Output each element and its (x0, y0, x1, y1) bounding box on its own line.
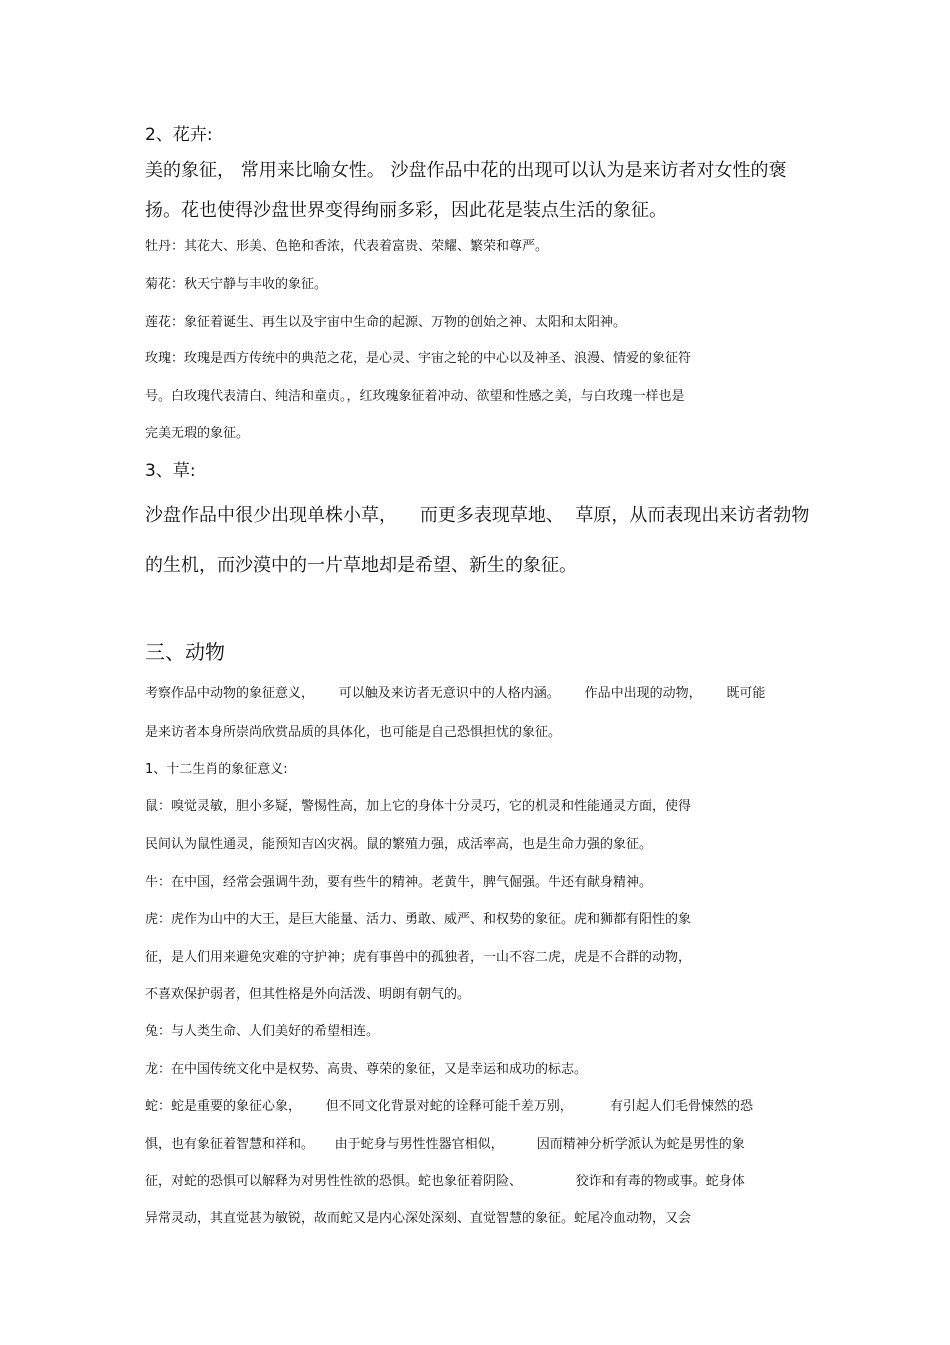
paragraph-line: 沙盘作品中很少出现单株小草， 而更多表现草地、 草原，从而表现出来访者勃物 (145, 505, 810, 526)
section-heading-grass: 3、草: (145, 461, 196, 481)
list-item: 号。白玫瑰代表清白、纯洁和童贞。，红玫瑰象征着冲动、欲望和性感之美，与白玫瑰一样也是 (145, 389, 685, 404)
list-item: 虎：虎作为山中的大王，是巨大能量、活力、勇敢、威严、和权势的象征。虎和狮都有阳性的象 (145, 912, 692, 927)
section-heading-animals: 三、动物 (145, 640, 225, 664)
list-item: 蛇：蛇是重要的象征心象， 但不同文化背景对蛇的诠释可能千差万别， 有引起人们毛骨悚然的恐 (145, 1099, 753, 1114)
paragraph-line: 的生机，而沙漠中的一片草地却是希望、新生的象征。 (145, 555, 577, 576)
list-item: 民间认为鼠性通灵，能预知吉凶灾祸。鼠的繁殖力强，成活率高，也是生命力强的象征。 (145, 837, 653, 852)
list-item: 兔：与人类生命、人们美好的希望相连。 (145, 1024, 380, 1039)
paragraph-line: 是来访者本身所崇尚欣赏品质的具体化，也可能是自己恐惧担忧的象征。 (145, 725, 562, 740)
list-item: 征，是人们用来避免灾难的守护神；虎有事兽中的孤独者，一山不容二虎，虎是不合群的动物， (145, 950, 692, 965)
list-item: 异常灵动，其直觉甚为敏锐，故而蛇又是内心深处深刻、直觉智慧的象征。蛇尾冷血动物，又会 (145, 1211, 692, 1226)
list-item: 龙：在中国传统文化中是权势、高贵、尊荣的象征，又是幸运和成功的标志。 (145, 1062, 588, 1077)
list-item: 完美无瑕的象征。 (145, 426, 250, 441)
list-item: 菊花：秋天宁静与丰收的象征。 (145, 277, 328, 292)
subsection-heading-zodiac: 1、十二生肖的象征意义: (145, 762, 288, 777)
list-item: 玫瑰：玫瑰是西方传统中的典范之花，是心灵、宇宙之轮的中心以及神圣、浪漫、情爱的象征符 (145, 351, 692, 366)
list-item: 牛：在中国，经常会强调牛劲，要有些牛的精神。老黄牛，脾气倔强。牛还有献身精神。 (145, 875, 653, 890)
paragraph-line: 扬。花也使得沙盘世界变得绚丽多彩，因此花是装点生活的象征。 (145, 200, 667, 221)
list-item: 莲花：象征着诞生、再生以及宇宙中生命的起源、万物的创始之神、太阳和太阳神。 (145, 315, 627, 330)
list-item: 鼠：嗅觉灵敏，胆小多疑，警惕性高，加上它的身体十分灵巧，它的机灵和性能通灵方面，使得 (145, 799, 692, 814)
list-item: 不喜欢保护弱者，但其性格是外向活泼、明朗有朝气的。 (145, 987, 471, 1002)
list-item: 征，对蛇的恐惧可以解释为对男性性欲的恐惧。蛇也象征着阴险、 狡诈和有毒的物或事。蛇身体 (145, 1174, 745, 1189)
paragraph-line: 考察作品中动物的象征意义， 可以触及来访者无意识中的人格内涵。 作品中出现的动物， 既可能 (145, 686, 766, 701)
list-item: 惧，也有象征着智慧和祥和。 由于蛇身与男性性器官相似， 因而精神分析学派认为蛇是男性的象 (145, 1137, 745, 1152)
paragraph-line: 美的象征， 常用来比喻女性。 沙盘作品中花的出现可以认为是来访者对女性的褒 (145, 160, 787, 181)
section-heading-flowers: 2、花卉: (145, 125, 213, 145)
list-item: 牡丹：其花大、形美、色艳和香浓，代表着富贵、荣耀、繁荣和尊严。 (145, 239, 549, 254)
